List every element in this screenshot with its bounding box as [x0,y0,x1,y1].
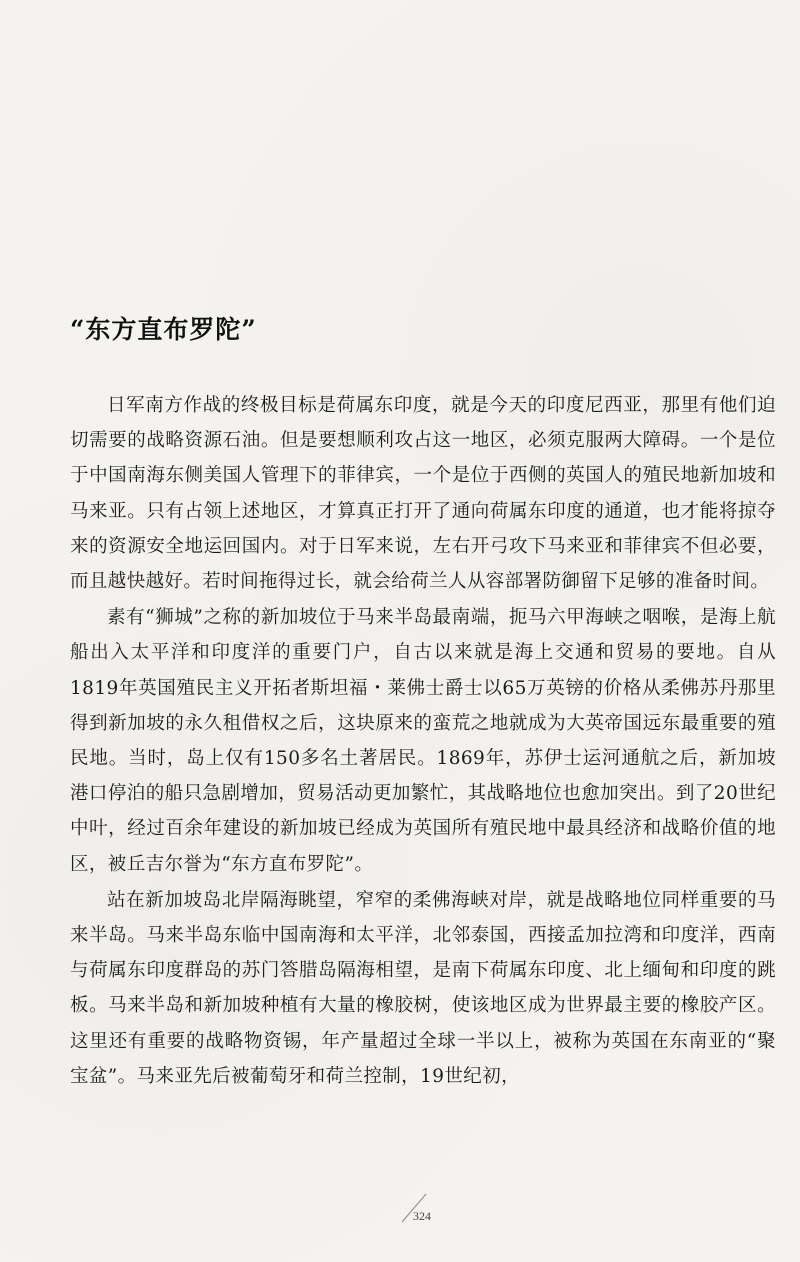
paragraph-3: 站在新加坡岛北岸隔海眺望，窄窄的柔佛海峡对岸，就是战略地位同样重要的马来半岛。马来半岛东临中国南海和太平洋，北邻泰国，西接孟加拉湾和印度洋，西南与荷属东印度群岛的苏门答腊岛隔海相望，是南下荷属东印度、北上缅甸和印度的跳板。马来半岛和新加坡种植有大量的橡胶树，使该地区成为世界最主要的橡胶产区。这里还有重要的战略物资锡，年产量超过全球一半以上，被称为英国在东南亚的“聚宝盆”。马来亚先后被葡萄牙和荷兰控制，19世纪初， [70,889,776,1087]
body-text [70,388,776,1095]
paragraph-2: 素有“狮城”之称的新加坡位于马来半岛最南端，扼马六甲海峡之咽喉，是海上航船出入太平洋和印度洋的重要门户，自古以来就是海上交通和贸易的要地。自从1819年英国殖民主义开拓者斯坦福・莱佛士爵士以65万英镑的价格从柔佛苏丹那里得到新加坡的永久租借权之后，这块原来的蛮荒之地就成为大英帝国远东最重要的殖民地。当时，岛上仅有150多名土著居民。1869年，苏伊士运河通航之后，新加坡港口停泊的船只急剧增加，贸易活动更加繁忙，其战略地位也愈加突出。到了20世纪中叶，经过百余年建设的新加坡已经成为英国所有殖民地中最具经济和战略价值的地区，被丘吉尔誉为“东方直布罗陀”。 [70,607,776,875]
section-title: “东方直布罗陀” [70,315,257,344]
page-number: 324 [413,1209,431,1223]
paragraph-1: 日军南方作战的终极目标是荷属东印度，就是今天的印度尼西亚，那里有他们迫切需要的战略资源石油。但是要想顺利攻占这一地区，必须克服两大障碍。一个是位于中国南海东侧美国人管理下的菲律宾，一个是位于西侧的英国人的殖民地新加坡和马来亚。只有占领上述地区，才算真正打开了通向荷属东印度的通道，也才能将掠夺来的资源安全地运回国内。对于日军来说，左右开弓攻下马来亚和菲律宾不但必要，而且越快越好。若时间拖得过长，就会给荷兰人从容部署防御留下足够的准备时间。 [70,395,776,593]
